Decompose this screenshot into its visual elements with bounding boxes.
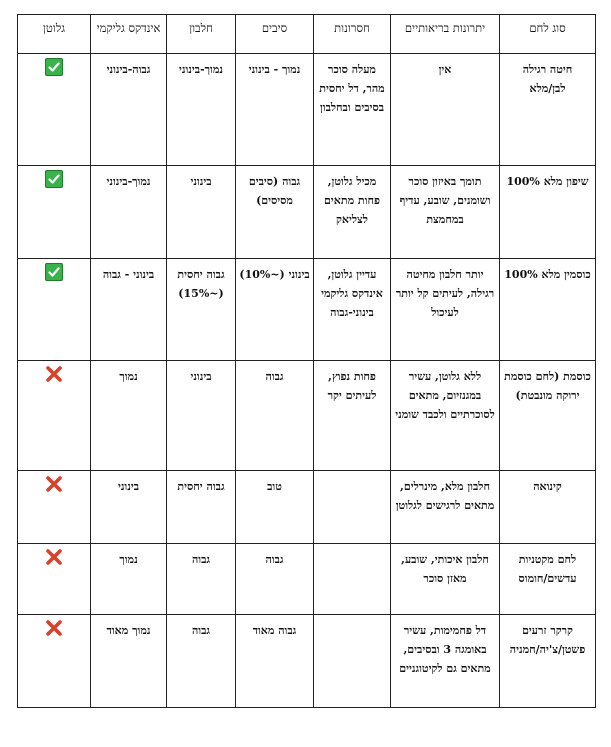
cell-gi: נמוך [91, 361, 167, 471]
check-icon [45, 170, 63, 188]
cell-cons [314, 544, 391, 615]
cell-fiber: גבוה [236, 544, 314, 615]
table-row [18, 54, 596, 166]
cell-fiber: בינוני (~10%) [236, 259, 314, 361]
cross-icon [45, 548, 63, 566]
table-row [18, 615, 596, 708]
cell-pros: ללא גלוטן, עשיר במגנזיום, מתאים לסוכרתיים ולכבד שומני [391, 361, 500, 471]
cell-cons: פחות נפוץ, לעיתים יקר [314, 361, 391, 471]
cell-gluten [18, 166, 91, 259]
header-pros: יתרונות בריאותיים [391, 15, 500, 54]
header-fiber: סיבים [236, 15, 314, 54]
cell-gi: גבוה-בינוני [91, 54, 167, 166]
table-row [18, 166, 596, 259]
cell-type: קרקר זרעים פשטן/צ'יה/חמניה [500, 615, 596, 708]
cell-type: לחם מקטניות עדשים/חומוס [500, 544, 596, 615]
header-type: סוג לחם [500, 15, 596, 54]
table-row [18, 471, 596, 544]
cell-fiber: גבוה מאוד [236, 615, 314, 708]
cell-cons: מכיל גלוטן, פחות מתאים לצליאק [314, 166, 391, 259]
cell-gi: נמוך-בינוני [91, 166, 167, 259]
cell-pros: אין [391, 54, 500, 166]
cell-protein: גבוה יחסית (~15%) [167, 259, 236, 361]
cell-gluten [18, 615, 91, 708]
cell-gi: נמוך [91, 544, 167, 615]
cross-icon [45, 475, 63, 493]
cell-pros: תומך באיזון סוכר ושומנים, שובע, עדיף במחמצת [391, 166, 500, 259]
cell-fiber: גבוה (סיבים מסיסים) [236, 166, 314, 259]
cell-pros: יותר חלבון מחיטה רגילה, לעיתים קל יותר לעיכול [391, 259, 500, 361]
cell-type: שיפון מלא 100% [500, 166, 596, 259]
cell-cons [314, 615, 391, 708]
table-row [18, 361, 596, 471]
cell-protein: גבוה יחסית [167, 471, 236, 544]
check-icon [45, 263, 63, 281]
cell-protein: גבוה [167, 544, 236, 615]
cross-icon [45, 619, 63, 637]
cell-protein: נמוך-בינוני [167, 54, 236, 166]
bread-comparison-table-wrap [17, 14, 596, 708]
cell-type: כוסמין מלא 100% [500, 259, 596, 361]
cell-gluten [18, 259, 91, 361]
cell-cons: עדיין גלוטן, אינדקס גליקמי בינוני-גבוה [314, 259, 391, 361]
cell-fiber: גבוה [236, 361, 314, 471]
cell-cons: מעלה סוכר מהר, דל יחסית בסיבים ובחלבון [314, 54, 391, 166]
header-protein: חלבון [167, 15, 236, 54]
cell-fiber: נמוך - בינוני [236, 54, 314, 166]
cross-icon [45, 365, 63, 383]
cell-cons [314, 471, 391, 544]
cell-gi: בינוני - גבוה [91, 259, 167, 361]
cell-protein: גבוה [167, 615, 236, 708]
cell-pros: חלבון מלא, מינרלים, מתאים לרגישים לגלוטן [391, 471, 500, 544]
cell-gluten [18, 544, 91, 615]
bread-comparison-table [17, 14, 596, 708]
cell-protein: בינוני [167, 361, 236, 471]
table-row [18, 544, 596, 615]
cell-gi: בינוני [91, 471, 167, 544]
cell-type: כוסמת (לחם כוסמת ירוקה מונבטת) [500, 361, 596, 471]
header-gi: אינדקס גליקמי [91, 15, 167, 54]
cell-gluten [18, 361, 91, 471]
table-body [18, 54, 596, 708]
header-row [18, 15, 596, 54]
check-icon [45, 58, 63, 76]
cell-gluten [18, 471, 91, 544]
cell-type: קינואה [500, 471, 596, 544]
cell-protein: בינוני [167, 166, 236, 259]
header-cons: חסרונות [314, 15, 391, 54]
cell-gi: נמוך מאוד [91, 615, 167, 708]
header-gluten: גלוטן [18, 15, 91, 54]
cell-pros: חלבון איכותי, שובע, מאזן סוכר [391, 544, 500, 615]
cell-fiber: טוב [236, 471, 314, 544]
cell-pros: דל פחמימות, עשיר באומגה 3 ובסיבים, מתאים גם לקיטוגניים [391, 615, 500, 708]
table-row [18, 259, 596, 361]
cell-gluten [18, 54, 91, 166]
cell-type: חיטה רגילה לבן/מלא [500, 54, 596, 166]
